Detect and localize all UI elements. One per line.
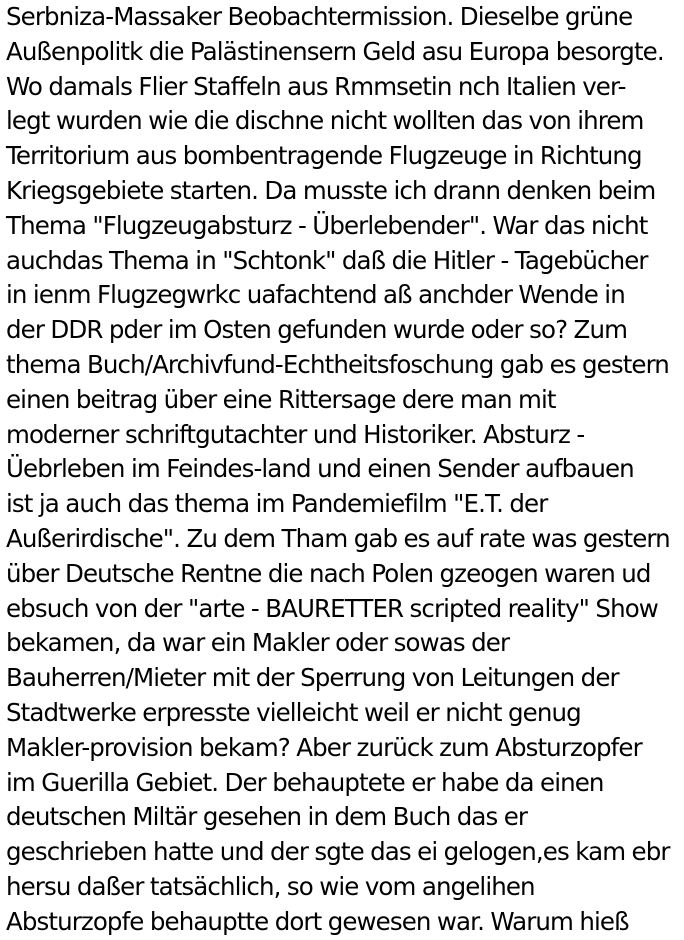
text-line-23: im Guerilla Gebiet. Der behauptete er habe da einen <box>6 767 604 797</box>
text-line-19: bekamen, da war ein Makler oder sowas der <box>6 628 510 658</box>
text-line-24: deutschen Miltär gesehen in dem Buch das er <box>6 802 528 832</box>
text-line-17: über Deutsche Rentne die nach Polen gzeogen waren ud <box>6 558 651 588</box>
text-line-4: legt wurden wie die dischne nicht wollten das von ihrem <box>6 106 644 136</box>
text-line-14: Üebrleben im Feindes-land und einen Sender aufbauen <box>6 454 634 484</box>
text-line-16: Außerirdische". Zu dem Tham gab es auf rate was gestern <box>6 523 670 553</box>
text-line-1: Serbniza-Massaker Beobachtermission. Dieselbe grüne <box>6 2 633 31</box>
text-line-5: Territorium aus bombentragende Flugzeuge in Richtung <box>6 141 642 171</box>
text-line-27: Absturzopfe behauptte dort gewesen war. Warum hieß <box>6 906 629 936</box>
text-line-7: Thema "Flugzeugabsturz - Überlebender". War das nicht <box>6 210 648 240</box>
text-line-25: geschrieben hatte und der sgte das ei gelogen,es kam ebr <box>6 837 670 867</box>
text-line-3: Wo damals Flier Staffeln aus Rmmsetin nch Italien ver- <box>6 71 626 101</box>
text-line-8: auchdas Thema in "Schtonk" daß die Hitler - Tagebücher <box>6 245 648 275</box>
text-line-20: Bauherren/Mieter mit der Sperrung von Leitungen der <box>6 663 619 693</box>
text-line-21: Stadtwerke erpresste vielleicht weil er nicht genug <box>6 697 581 727</box>
text-line-10: der DDR pder im Osten gefunden wurde oder so? Zum <box>6 315 628 345</box>
text-line-12: einen beitrag über eine Rittersage dere man mit <box>6 384 556 414</box>
text-line-15: ist ja auch das thema im Pandemiefilm "E.T. der <box>6 489 548 519</box>
text-line-2: Außenpolitk die Palästinensern Geld asu Europa besorgte. <box>6 36 664 66</box>
document-text <box>6 0 682 940</box>
text-line-6: Kriegsgebiete starten. Da musste ich drann denken beim <box>6 175 656 205</box>
text-line-22: Makler-provision bekam? Aber zurück zum Absturzopfer <box>6 732 642 762</box>
text-line-13: moderner schriftgutachter und Historiker. Absturz - <box>6 419 585 449</box>
text-line-11: thema Buch/Archivfund-Echtheitsfoschung gab es gestern <box>6 349 669 379</box>
text-line-26: hersu daßer tatsächlich, so wie vom angelihen <box>6 871 535 901</box>
text-line-18: ebsuch von der "arte - BAURETTER scripted reality" Show <box>6 593 658 623</box>
text-line-9: in ienm Flugzegwrkc uafachtend aß anchder Wende in <box>6 280 625 310</box>
